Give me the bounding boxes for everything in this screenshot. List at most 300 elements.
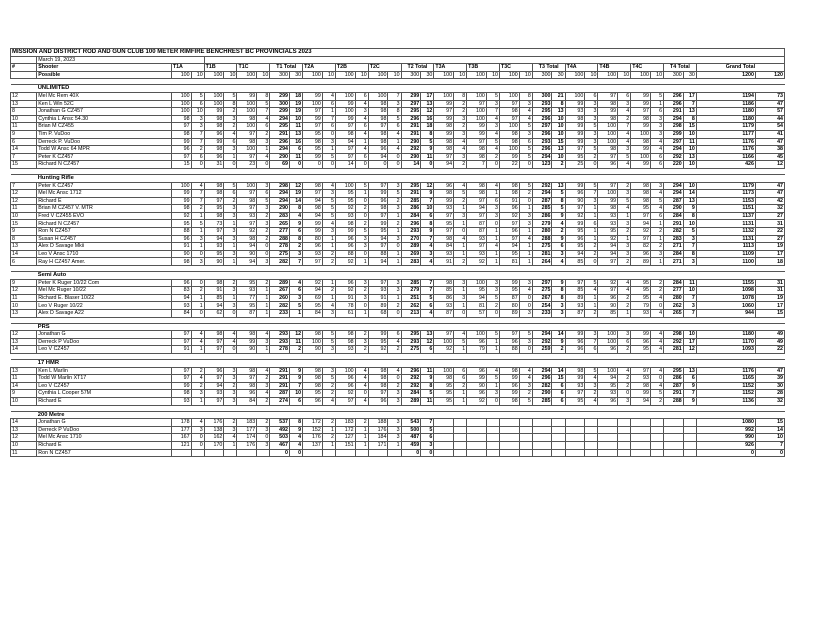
score-cell[interactable]: 94: [467, 205, 487, 213]
score-cell[interactable]: 98: [368, 138, 388, 146]
target-total-cell[interactable]: 290: [401, 138, 421, 146]
grand-total-cell[interactable]: 1186: [696, 100, 755, 108]
target-total-cell[interactable]: 11: [421, 153, 434, 161]
section-num-cell[interactable]: [11, 174, 37, 182]
target-total-cell[interactable]: 265: [270, 220, 290, 228]
score-cell[interactable]: 79: [467, 346, 487, 354]
shooter-name[interactable]: Leo V CZ457: [37, 382, 172, 390]
score-cell[interactable]: 98: [237, 382, 257, 390]
score-cell[interactable]: 4: [585, 287, 598, 295]
score-cell[interactable]: 97: [171, 123, 191, 131]
target-total-cell[interactable]: 294: [270, 190, 290, 198]
score-cell[interactable]: 97: [631, 367, 651, 375]
score-cell[interactable]: [467, 419, 487, 427]
score-cell[interactable]: 98: [303, 138, 323, 146]
score-cell[interactable]: 4: [486, 115, 499, 123]
score-cell[interactable]: 4: [519, 108, 532, 116]
score-cell[interactable]: 96: [335, 375, 355, 383]
score-cell[interactable]: [618, 434, 631, 442]
score-cell[interactable]: [585, 449, 598, 457]
score-cell[interactable]: 92: [565, 212, 585, 220]
target-total-cell[interactable]: 10: [552, 153, 565, 161]
score-cell[interactable]: 88: [499, 346, 519, 354]
score-cell[interactable]: 99: [335, 115, 355, 123]
score-cell[interactable]: 0: [486, 161, 499, 169]
target-total-cell[interactable]: 296: [532, 115, 552, 123]
score-cell[interactable]: 96: [335, 243, 355, 251]
score-cell[interactable]: 8: [454, 92, 467, 100]
target-total-cell[interactable]: 262: [664, 302, 684, 310]
grand-total-cell[interactable]: 45: [755, 153, 784, 161]
score-cell[interactable]: 93: [434, 302, 454, 310]
score-cell[interactable]: 1: [388, 294, 401, 302]
score-cell[interactable]: 4: [257, 331, 270, 339]
score-cell[interactable]: 2: [650, 397, 663, 405]
score-cell[interactable]: [598, 449, 618, 457]
score-cell[interactable]: 94: [565, 250, 585, 258]
score-cell[interactable]: 3: [257, 182, 270, 190]
shooter-name[interactable]: Jonathan G CZ457: [37, 108, 172, 116]
section-title[interactable]: Hunting Rifle: [37, 174, 785, 182]
grand-total-cell[interactable]: 1100: [696, 258, 755, 266]
score-cell[interactable]: 0: [355, 250, 368, 258]
target-total-cell[interactable]: 503: [270, 434, 290, 442]
target-total-cell[interactable]: 9: [683, 382, 696, 390]
score-cell[interactable]: 2: [650, 279, 663, 287]
score-cell[interactable]: 1: [224, 243, 237, 251]
score-cell[interactable]: 3: [650, 115, 663, 123]
target-total-cell[interactable]: 19: [289, 190, 302, 198]
score-cell[interactable]: [224, 449, 237, 457]
score-cell[interactable]: 22: [499, 161, 519, 169]
score-cell[interactable]: 69: [303, 294, 323, 302]
score-cell[interactable]: 4: [388, 130, 401, 138]
score-cell[interactable]: 100: [467, 92, 487, 100]
score-cell[interactable]: 84: [434, 243, 454, 251]
score-cell[interactable]: 2: [585, 390, 598, 398]
grand-total-cell[interactable]: 22: [755, 228, 784, 236]
score-cell[interactable]: 100: [368, 92, 388, 100]
target-total-cell[interactable]: 7: [289, 382, 302, 390]
grand-total-cell[interactable]: 15: [755, 419, 784, 427]
target-total-cell[interactable]: 14: [683, 190, 696, 198]
score-cell[interactable]: 5: [585, 367, 598, 375]
score-cell[interactable]: [434, 441, 454, 449]
score-cell[interactable]: 1: [257, 294, 270, 302]
grand-total-cell[interactable]: 17: [755, 302, 784, 310]
score-cell[interactable]: 188: [368, 419, 388, 427]
score-cell[interactable]: 6: [355, 123, 368, 131]
score-cell[interactable]: 0: [585, 258, 598, 266]
score-cell[interactable]: 6: [388, 123, 401, 131]
score-cell[interactable]: 100: [303, 100, 323, 108]
grand-total-cell[interactable]: 27: [755, 235, 784, 243]
score-cell[interactable]: 1: [355, 310, 368, 318]
score-cell[interactable]: 100: [237, 100, 257, 108]
score-cell[interactable]: 5: [388, 115, 401, 123]
target-total-cell[interactable]: 9: [683, 397, 696, 405]
score-cell[interactable]: 2: [618, 294, 631, 302]
score-cell[interactable]: 97: [368, 243, 388, 251]
score-cell[interactable]: 2: [257, 130, 270, 138]
score-cell[interactable]: 2: [486, 153, 499, 161]
score-cell[interactable]: 97: [171, 153, 191, 161]
grand-total-cell[interactable]: 47: [755, 190, 784, 198]
score-cell[interactable]: [585, 419, 598, 427]
grand-total-cell[interactable]: 1170: [696, 338, 755, 346]
score-cell[interactable]: 94: [368, 235, 388, 243]
score-cell[interactable]: [368, 449, 388, 457]
target-total-cell[interactable]: 292: [664, 153, 684, 161]
target-total-cell[interactable]: 4: [289, 279, 302, 287]
score-cell[interactable]: 4: [257, 153, 270, 161]
score-cell[interactable]: 6: [224, 138, 237, 146]
score-cell[interactable]: 1: [224, 153, 237, 161]
score-cell[interactable]: 1: [454, 287, 467, 295]
shooter-number[interactable]: 11: [11, 205, 37, 213]
score-cell[interactable]: 4: [650, 205, 663, 213]
target-total-cell[interactable]: [532, 426, 552, 434]
target-total-cell[interactable]: 290: [401, 153, 421, 161]
score-cell[interactable]: 96: [335, 382, 355, 390]
score-cell[interactable]: 98: [434, 138, 454, 146]
score-cell[interactable]: 3: [224, 397, 237, 405]
score-cell[interactable]: 100: [237, 123, 257, 131]
grand-total-cell[interactable]: 426: [696, 161, 755, 169]
shooter-name[interactable]: Leo V Ruger 10/22: [37, 302, 172, 310]
score-cell[interactable]: 99: [565, 100, 585, 108]
score-cell[interactable]: 100: [171, 100, 191, 108]
score-cell[interactable]: 5: [486, 331, 499, 339]
target-total-cell[interactable]: 11: [289, 153, 302, 161]
score-cell[interactable]: 97: [434, 212, 454, 220]
score-cell[interactable]: 99: [598, 108, 618, 116]
score-cell[interactable]: 2: [257, 228, 270, 236]
score-cell[interactable]: 92: [303, 279, 323, 287]
grand-total-cell[interactable]: 1155: [696, 279, 755, 287]
score-cell[interactable]: 1: [486, 250, 499, 258]
score-cell[interactable]: 97: [171, 375, 191, 383]
target-total-cell[interactable]: 0: [289, 161, 302, 169]
score-cell[interactable]: 95: [565, 153, 585, 161]
grand-total-cell[interactable]: 32: [755, 397, 784, 405]
score-cell[interactable]: [486, 449, 499, 457]
score-cell[interactable]: 99: [434, 197, 454, 205]
score-cell[interactable]: 4: [224, 434, 237, 442]
target-total-cell[interactable]: 0: [289, 449, 302, 457]
score-cell[interactable]: 0: [355, 390, 368, 398]
score-cell[interactable]: 96: [499, 205, 519, 213]
target-total-cell[interactable]: 13: [552, 146, 565, 154]
score-cell[interactable]: 92: [467, 397, 487, 405]
target-total-cell[interactable]: 289: [270, 279, 290, 287]
target-total-cell[interactable]: 9: [289, 375, 302, 383]
score-cell[interactable]: [454, 441, 467, 449]
score-cell[interactable]: 2: [355, 220, 368, 228]
section-num-cell[interactable]: [11, 323, 37, 331]
score-cell[interactable]: 99: [204, 108, 224, 116]
score-cell[interactable]: 1: [355, 441, 368, 449]
score-cell[interactable]: 3: [388, 419, 401, 427]
shooter-name[interactable]: Ken L Win 52C: [37, 100, 172, 108]
score-cell[interactable]: 2: [454, 108, 467, 116]
score-cell[interactable]: 97: [499, 100, 519, 108]
score-cell[interactable]: 8: [257, 92, 270, 100]
shooter-number[interactable]: 10: [11, 302, 37, 310]
target-total-cell[interactable]: 14: [289, 197, 302, 205]
score-cell[interactable]: 57: [467, 310, 487, 318]
score-cell[interactable]: 0: [355, 161, 368, 169]
score-cell[interactable]: 98: [335, 338, 355, 346]
score-cell[interactable]: 4: [454, 138, 467, 146]
target-total-cell[interactable]: 294: [664, 190, 684, 198]
score-cell[interactable]: 4: [454, 331, 467, 339]
score-cell[interactable]: 4: [650, 338, 663, 346]
grand-total-cell[interactable]: 54: [755, 123, 784, 131]
target-total-cell[interactable]: 291: [664, 390, 684, 398]
section-num-cell[interactable]: [11, 85, 37, 93]
score-cell[interactable]: 0: [486, 310, 499, 318]
score-cell[interactable]: 96: [467, 367, 487, 375]
target-total-cell[interactable]: 282: [532, 382, 552, 390]
score-cell[interactable]: 1: [191, 397, 204, 405]
score-cell[interactable]: 90: [467, 382, 487, 390]
target-total-cell[interactable]: 4: [552, 258, 565, 266]
grand-total-cell[interactable]: 12: [755, 161, 784, 169]
score-cell[interactable]: 2: [650, 287, 663, 295]
score-cell[interactable]: 98: [303, 375, 323, 383]
score-cell[interactable]: 1: [355, 258, 368, 266]
shooter-name[interactable]: Todd W Ansc 64 MPR: [37, 146, 172, 154]
grand-total-cell[interactable]: 944: [696, 310, 755, 318]
score-cell[interactable]: 1: [618, 235, 631, 243]
score-cell[interactable]: 0: [257, 250, 270, 258]
score-cell[interactable]: [519, 426, 532, 434]
target-total-cell[interactable]: [683, 426, 696, 434]
target-total-cell[interactable]: 3: [421, 250, 434, 258]
target-total-cell[interactable]: 213: [401, 310, 421, 318]
target-total-cell[interactable]: 537: [270, 419, 290, 427]
score-cell[interactable]: 3: [224, 228, 237, 236]
score-cell[interactable]: [631, 441, 651, 449]
score-cell[interactable]: 5: [322, 338, 335, 346]
target-total-cell[interactable]: 4: [289, 441, 302, 449]
score-cell[interactable]: 2: [191, 146, 204, 154]
score-cell[interactable]: 100: [335, 182, 355, 190]
score-cell[interactable]: 0: [388, 375, 401, 383]
target-total-cell[interactable]: 9: [289, 426, 302, 434]
score-cell[interactable]: 96: [368, 197, 388, 205]
score-cell[interactable]: [650, 426, 663, 434]
score-cell[interactable]: 2: [257, 397, 270, 405]
score-cell[interactable]: 91: [335, 294, 355, 302]
score-cell[interactable]: 92: [598, 235, 618, 243]
score-cell[interactable]: 3: [388, 397, 401, 405]
grand-total-cell[interactable]: 1109: [696, 250, 755, 258]
target-total-cell[interactable]: 8: [683, 250, 696, 258]
score-cell[interactable]: 6: [585, 220, 598, 228]
score-cell[interactable]: 177: [237, 426, 257, 434]
score-cell[interactable]: 99: [499, 390, 519, 398]
score-cell[interactable]: 3: [224, 146, 237, 154]
target-total-cell[interactable]: 11: [289, 123, 302, 131]
score-cell[interactable]: 1: [454, 205, 467, 213]
target-total-cell[interactable]: [532, 449, 552, 457]
score-cell[interactable]: 4: [486, 243, 499, 251]
target-total-cell[interactable]: 296: [532, 146, 552, 154]
score-cell[interactable]: 95: [204, 205, 224, 213]
score-cell[interactable]: 95: [631, 205, 651, 213]
target-total-cell[interactable]: 7: [683, 243, 696, 251]
score-cell[interactable]: 95: [335, 190, 355, 198]
score-cell[interactable]: 92: [171, 212, 191, 220]
score-cell[interactable]: 5: [486, 92, 499, 100]
shooter-number[interactable]: 8: [11, 108, 37, 116]
target-total-cell[interactable]: 281: [532, 250, 552, 258]
score-cell[interactable]: 97: [467, 197, 487, 205]
score-cell[interactable]: 5: [224, 182, 237, 190]
score-cell[interactable]: 3: [191, 426, 204, 434]
score-cell[interactable]: 94: [204, 382, 224, 390]
target-total-cell[interactable]: 290: [270, 205, 290, 213]
score-cell[interactable]: 1: [519, 243, 532, 251]
score-cell[interactable]: 96: [368, 146, 388, 154]
target-total-cell[interactable]: 280: [664, 294, 684, 302]
score-cell[interactable]: 82: [631, 243, 651, 251]
score-cell[interactable]: 81: [467, 302, 487, 310]
score-cell[interactable]: 3: [388, 100, 401, 108]
score-cell[interactable]: 98: [499, 130, 519, 138]
target-total-cell[interactable]: [552, 419, 565, 427]
target-total-cell[interactable]: 293: [532, 138, 552, 146]
possible-value-cell[interactable]: 100: [204, 71, 224, 79]
score-cell[interactable]: 3: [519, 220, 532, 228]
possible-value-cell[interactable]: 30: [552, 71, 565, 79]
score-cell[interactable]: 3: [191, 123, 204, 131]
score-cell[interactable]: 2: [618, 346, 631, 354]
grand-total-cell[interactable]: 14: [755, 426, 784, 434]
shooter-number[interactable]: 15: [11, 220, 37, 228]
score-cell[interactable]: 4: [650, 190, 663, 198]
score-cell[interactable]: 98: [499, 397, 519, 405]
score-cell[interactable]: 97: [434, 108, 454, 116]
score-cell[interactable]: 95: [303, 302, 323, 310]
score-cell[interactable]: 2: [388, 197, 401, 205]
score-cell[interactable]: 84: [303, 310, 323, 318]
score-cell[interactable]: 97: [171, 331, 191, 339]
target-total-cell[interactable]: 275: [401, 346, 421, 354]
score-cell[interactable]: 5: [322, 205, 335, 213]
score-cell[interactable]: 98: [598, 146, 618, 154]
score-cell[interactable]: 4: [355, 367, 368, 375]
target-total-cell[interactable]: [532, 434, 552, 442]
score-cell[interactable]: 98: [204, 123, 224, 131]
header-shooter[interactable]: Shooter: [37, 64, 172, 72]
score-cell[interactable]: 3: [355, 294, 368, 302]
score-cell[interactable]: 1: [191, 302, 204, 310]
score-cell[interactable]: 95: [237, 302, 257, 310]
score-cell[interactable]: [454, 419, 467, 427]
score-cell[interactable]: 0: [191, 310, 204, 318]
target-total-cell[interactable]: 6: [289, 146, 302, 154]
score-cell[interactable]: 5: [454, 190, 467, 198]
grand-total-cell[interactable]: 42: [755, 197, 784, 205]
score-cell[interactable]: 1: [618, 212, 631, 220]
target-total-cell[interactable]: 10: [683, 146, 696, 154]
score-cell[interactable]: 3: [191, 258, 204, 266]
score-cell[interactable]: 98: [631, 138, 651, 146]
score-cell[interactable]: 0: [191, 441, 204, 449]
score-cell[interactable]: 77: [237, 294, 257, 302]
score-cell[interactable]: 5: [650, 197, 663, 205]
score-cell[interactable]: 3: [388, 426, 401, 434]
score-cell[interactable]: 99: [171, 190, 191, 198]
grand-total-cell[interactable]: 1177: [696, 130, 755, 138]
target-total-cell[interactable]: 267: [270, 287, 290, 295]
score-cell[interactable]: 6: [191, 100, 204, 108]
score-cell[interactable]: 6: [355, 92, 368, 100]
grand-total-cell[interactable]: 1166: [696, 153, 755, 161]
score-cell[interactable]: 100: [204, 92, 224, 100]
grand-total-cell[interactable]: 1194: [696, 92, 755, 100]
shooter-name[interactable]: Leo V Ansc 1710: [37, 250, 172, 258]
score-cell[interactable]: [486, 419, 499, 427]
score-cell[interactable]: 3: [519, 310, 532, 318]
target-total-cell[interactable]: 7: [421, 279, 434, 287]
score-cell[interactable]: 100: [499, 92, 519, 100]
score-cell[interactable]: 1: [322, 146, 335, 154]
target-total-cell[interactable]: 296: [401, 220, 421, 228]
grand-total-cell[interactable]: 28: [755, 390, 784, 398]
target-total-cell[interactable]: 2: [289, 243, 302, 251]
target-total-cell[interactable]: 8: [683, 212, 696, 220]
target-total-cell[interactable]: 294: [532, 190, 552, 198]
score-cell[interactable]: 8: [224, 100, 237, 108]
score-cell[interactable]: 100: [631, 153, 651, 161]
target-total-cell[interactable]: 13: [421, 331, 434, 339]
target-total-cell[interactable]: 267: [532, 294, 552, 302]
score-cell[interactable]: 0: [191, 434, 204, 442]
score-cell[interactable]: 4: [519, 375, 532, 383]
score-cell[interactable]: 80: [303, 235, 323, 243]
score-cell[interactable]: 3: [388, 279, 401, 287]
target-total-cell[interactable]: 291: [664, 220, 684, 228]
target-total-cell[interactable]: 459: [401, 441, 421, 449]
score-cell[interactable]: 84: [171, 310, 191, 318]
score-cell[interactable]: 99: [171, 138, 191, 146]
target-total-cell[interactable]: 18: [421, 123, 434, 131]
score-cell[interactable]: 2: [585, 153, 598, 161]
score-cell[interactable]: 1: [519, 228, 532, 236]
target-total-cell[interactable]: 296: [532, 375, 552, 383]
target-total-cell[interactable]: 11: [421, 397, 434, 405]
target-total-cell[interactable]: 6: [683, 375, 696, 383]
score-cell[interactable]: 98: [303, 367, 323, 375]
target-total-cell[interactable]: 14: [401, 161, 421, 169]
score-cell[interactable]: 88: [335, 250, 355, 258]
score-cell[interactable]: 92: [335, 258, 355, 266]
shooter-name[interactable]: Susan H CZ457: [37, 235, 172, 243]
target-total-cell[interactable]: 9: [289, 367, 302, 375]
score-cell[interactable]: 1: [388, 258, 401, 266]
target-total-cell[interactable]: 6: [289, 397, 302, 405]
score-cell[interactable]: 7: [388, 92, 401, 100]
grand-total-cell[interactable]: 38: [755, 146, 784, 154]
target-total-cell[interactable]: 6: [421, 434, 434, 442]
score-cell[interactable]: 5: [519, 331, 532, 339]
header-t2b[interactable]: T2B: [335, 64, 368, 72]
score-cell[interactable]: 4: [257, 367, 270, 375]
